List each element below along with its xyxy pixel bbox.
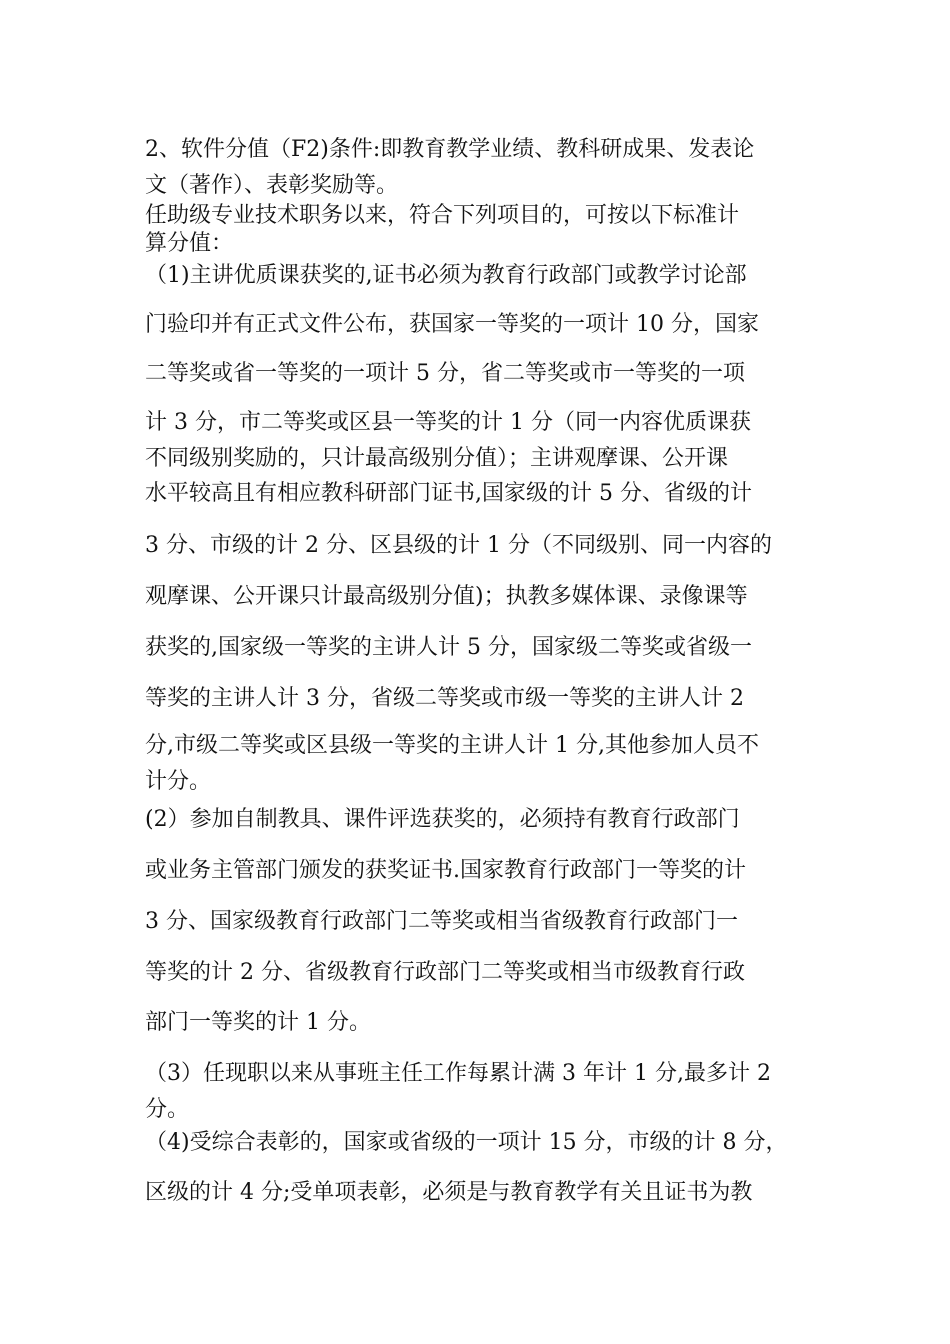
text-line: 计分。 — [145, 769, 212, 794]
text-line: 观摩课、公开课只计最高级别分值)；执教多媒体课、录像课等 — [145, 584, 748, 609]
text-line: 不同级别奖励的，只计最高级别分值）；主讲观摩课、公开课 — [145, 446, 729, 471]
text-line: 分。 — [145, 1097, 190, 1122]
text-line: 门验印并有正式文件公布，获国家一等奖的一项计 10 分，国家 — [145, 312, 759, 337]
text-line: 或业务主管部门颁发的获奖证书.国家教育行政部门一等奖的计 — [145, 858, 746, 883]
text-line: 算分值： — [145, 231, 234, 256]
text-line: 2、软件分值（F2)条件:即教育教学业绩、教科研成果、发表论 — [145, 137, 755, 162]
text-line: （4)受综合表彰的，国家或省级的一项计 15 分，市级的计 8 分， — [145, 1130, 788, 1155]
text-line: 分,市级二等奖或区县级一等奖的主讲人计 1 分,其他参加人员不 — [145, 733, 759, 758]
text-line: 二等奖或省一等奖的一项计 5 分，省二等奖或市一等奖的一项 — [145, 361, 745, 386]
text-line: 3 分、市级的计 2 分、区县级的计 1 分（不同级别、同一内容的 — [145, 533, 772, 558]
text-line: 3 分、国家级教育行政部门二等奖或相当省级教育行政部门一 — [145, 909, 738, 934]
text-line: 水平较高且有相应教科研部门证书,国家级的计 5 分、省级的计 — [145, 481, 752, 506]
text-line: 计 3 分，市二等奖或区县一等奖的计 1 分（同一内容优质课获 — [145, 410, 751, 435]
text-line: 等奖的计 2 分、省级教育行政部门二等奖或相当市级教育行政 — [145, 960, 745, 985]
text-line: 文（著作）、表彰奖励等。 — [145, 173, 399, 198]
text-line: 部门一等奖的计 1 分。 — [145, 1010, 371, 1035]
text-line: (2）参加自制教具、课件评选获奖的，必须持有教育行政部门 — [145, 807, 740, 832]
text-line: 任助级专业技术职务以来，符合下列项目的，可按以下标准计 — [145, 203, 740, 228]
text-line: （1)主讲优质课获奖的,证书必须为教育行政部门或教学讨论部 — [145, 263, 747, 288]
text-line: 区级的计 4 分;受单项表彰，必须是与教育教学有关且证书为教 — [145, 1180, 753, 1205]
text-line: 获奖的,国家级一等奖的主讲人计 5 分，国家级二等奖或省级一 — [145, 635, 752, 660]
text-line: （3）任现职以来从事班主任工作每累计满 3 年计 1 分,最多计 2 — [145, 1061, 771, 1086]
text-line: 等奖的主讲人计 3 分，省级二等奖或市级一等奖的主讲人计 2 — [145, 686, 744, 711]
